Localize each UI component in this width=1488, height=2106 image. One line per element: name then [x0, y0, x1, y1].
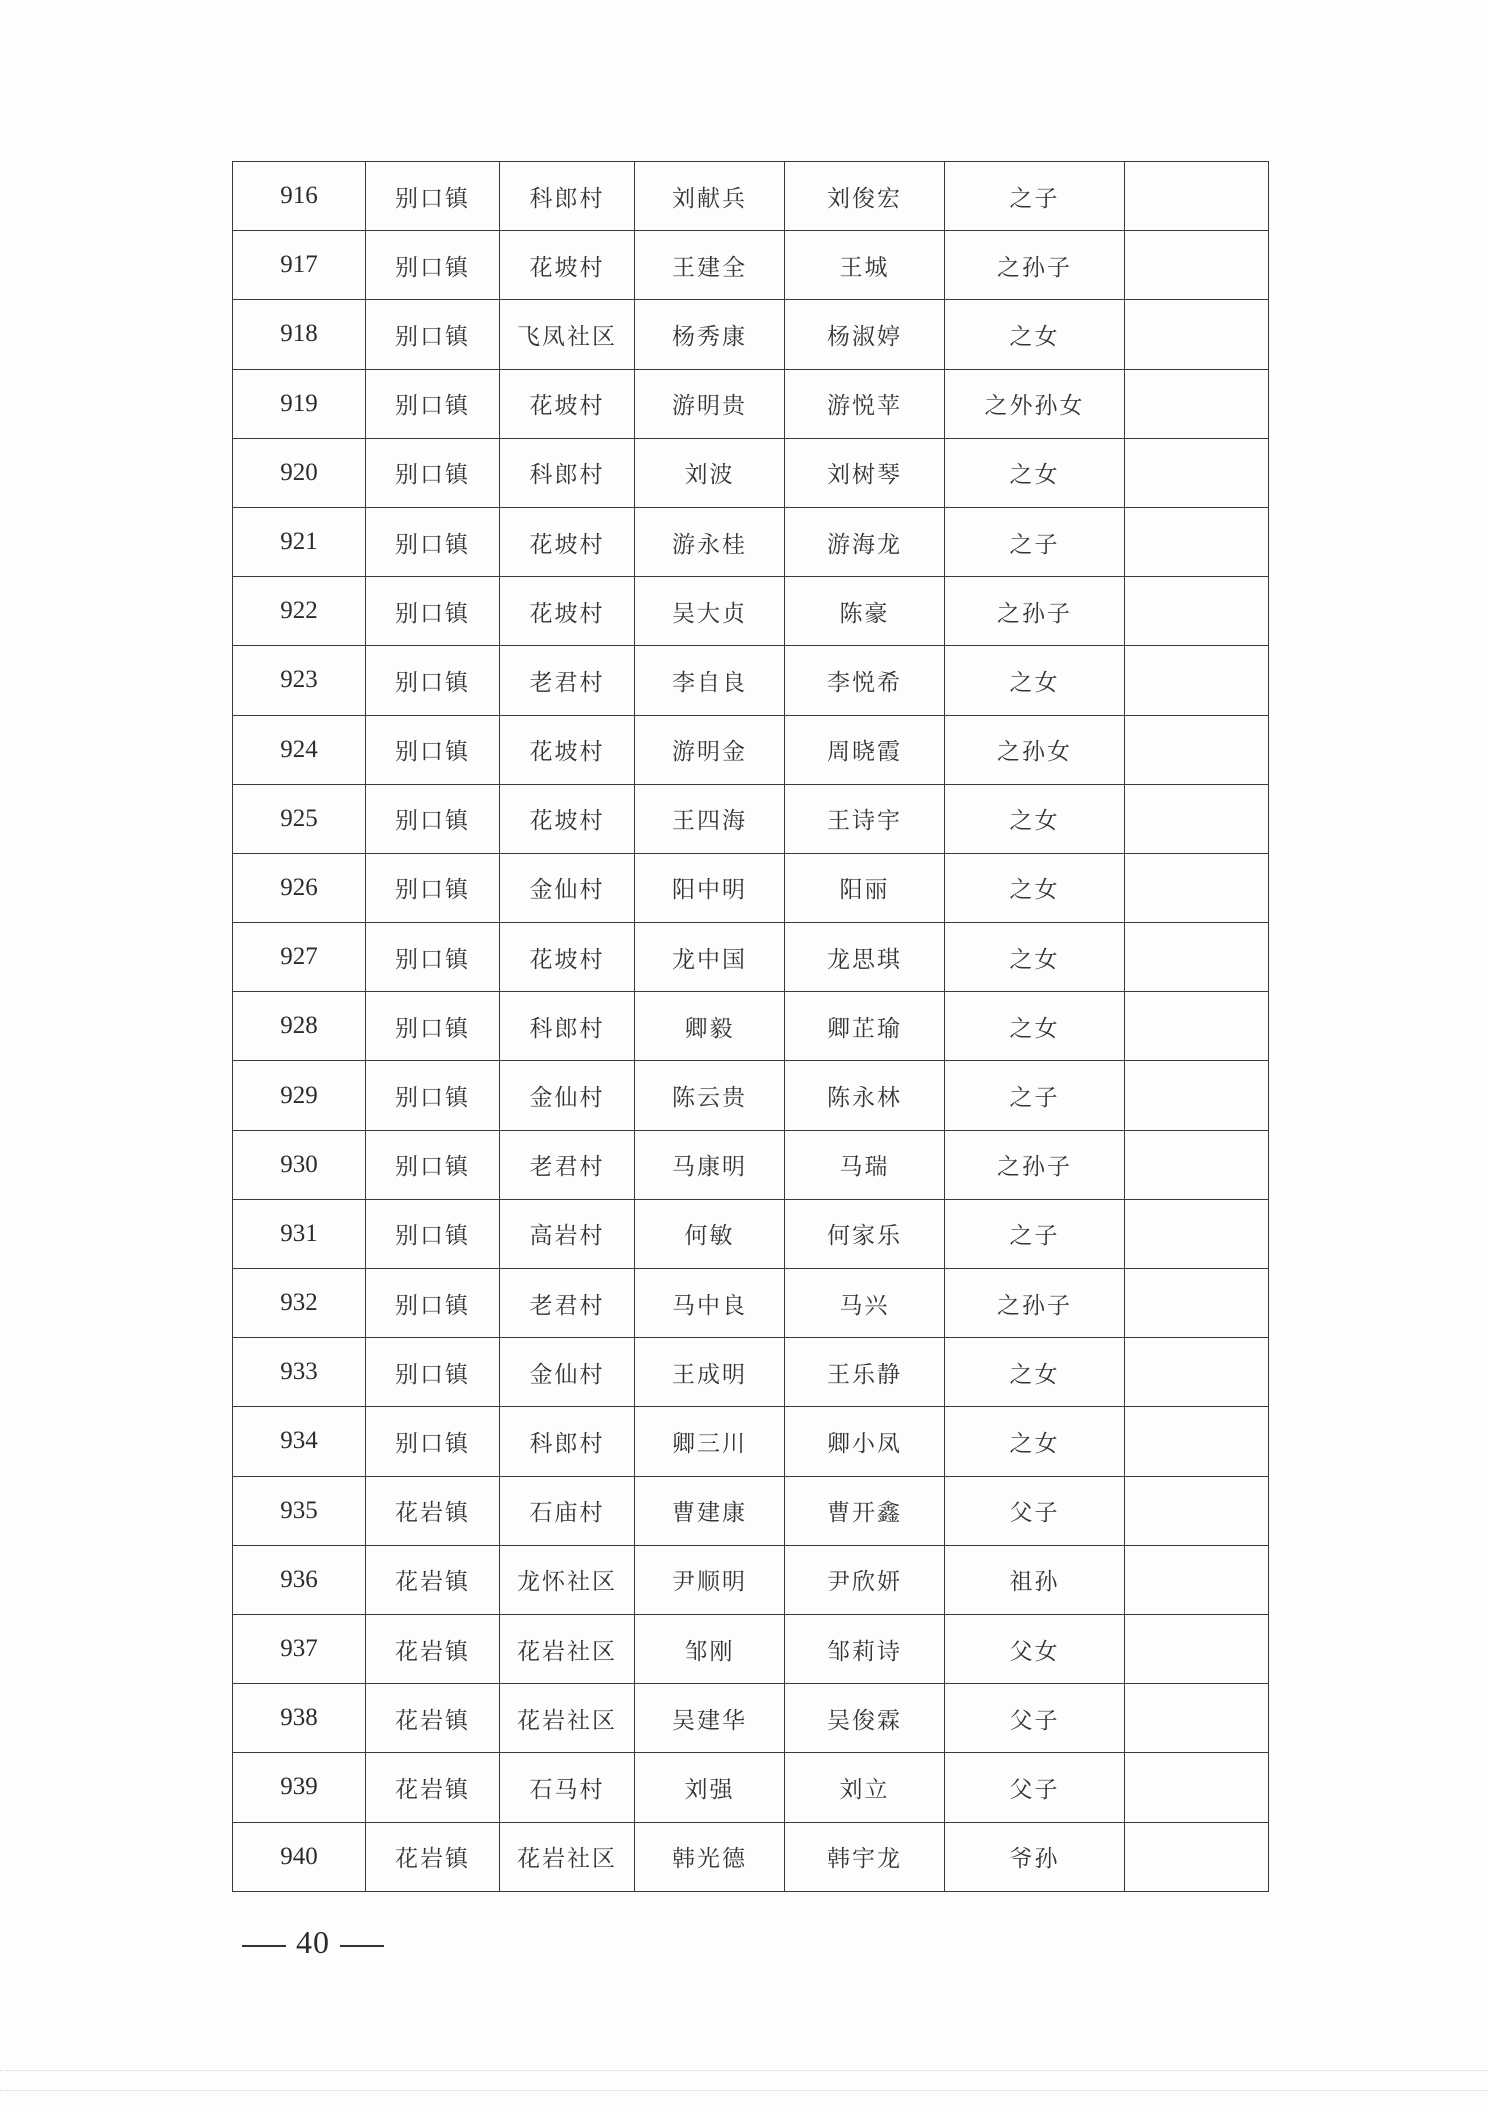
- roster-body: [233, 162, 1269, 1892]
- applicant-name-cell: 王四海: [635, 784, 785, 853]
- applicant-name-cell: 游永桂: [635, 507, 785, 576]
- serial-number-cell: 935: [233, 1476, 366, 1545]
- applicant-name-cell: 杨秀康: [635, 300, 785, 369]
- serial-number-cell: 917: [233, 231, 366, 300]
- relation-cell: 父子: [945, 1684, 1125, 1753]
- note-cell: [1125, 577, 1269, 646]
- relation-cell: 之子: [945, 1199, 1125, 1268]
- town-cell: 花岩镇: [366, 1545, 500, 1614]
- note-cell: [1125, 369, 1269, 438]
- relation-cell: 父女: [945, 1614, 1125, 1683]
- member-name-cell: 王乐静: [785, 1338, 945, 1407]
- member-name-cell: 陈豪: [785, 577, 945, 646]
- serial-number-cell: 925: [233, 784, 366, 853]
- member-name-cell: 吴俊霖: [785, 1684, 945, 1753]
- member-name-cell: 王诗宇: [785, 784, 945, 853]
- serial-number-cell: 919: [233, 369, 366, 438]
- serial-number-cell: 926: [233, 853, 366, 922]
- relation-cell: 之子: [945, 1061, 1125, 1130]
- relation-cell: 之外孙女: [945, 369, 1125, 438]
- town-cell: 别口镇: [366, 1199, 500, 1268]
- member-name-cell: 陈永林: [785, 1061, 945, 1130]
- village-cell: 花坡村: [500, 577, 635, 646]
- applicant-name-cell: 刘献兵: [635, 162, 785, 231]
- member-name-cell: 刘俊宏: [785, 162, 945, 231]
- member-name-cell: 韩宇龙: [785, 1822, 945, 1891]
- town-cell: 别口镇: [366, 1338, 500, 1407]
- table-row: [233, 162, 1269, 231]
- table-row: [233, 1614, 1269, 1683]
- table-row: [233, 1684, 1269, 1753]
- note-cell: [1125, 1269, 1269, 1338]
- table-row: [233, 300, 1269, 369]
- applicant-name-cell: 韩光德: [635, 1822, 785, 1891]
- town-cell: 别口镇: [366, 369, 500, 438]
- note-cell: [1125, 784, 1269, 853]
- member-name-cell: 卿小凤: [785, 1407, 945, 1476]
- village-cell: 花坡村: [500, 784, 635, 853]
- footer-right-dash: [340, 1945, 384, 1947]
- table-row: [233, 1199, 1269, 1268]
- member-name-cell: 龙思琪: [785, 923, 945, 992]
- table-row: [233, 1545, 1269, 1614]
- note-cell: [1125, 1130, 1269, 1199]
- page-number: 40: [296, 1924, 330, 1960]
- page-footer: [232, 1924, 394, 1961]
- applicant-name-cell: 刘波: [635, 438, 785, 507]
- table-row: [233, 1822, 1269, 1891]
- table-row: [233, 784, 1269, 853]
- member-name-cell: 李悦希: [785, 646, 945, 715]
- applicant-name-cell: 马康明: [635, 1130, 785, 1199]
- town-cell: 花岩镇: [366, 1753, 500, 1822]
- note-cell: [1125, 1407, 1269, 1476]
- member-name-cell: 刘树琴: [785, 438, 945, 507]
- serial-number-cell: 931: [233, 1199, 366, 1268]
- scan-edge-line: [0, 2090, 1488, 2091]
- table-row: [233, 438, 1269, 507]
- note-cell: [1125, 1476, 1269, 1545]
- applicant-name-cell: 刘强: [635, 1753, 785, 1822]
- town-cell: 别口镇: [366, 231, 500, 300]
- applicant-name-cell: 李自良: [635, 646, 785, 715]
- member-name-cell: 邹莉诗: [785, 1614, 945, 1683]
- table-row: [233, 853, 1269, 922]
- serial-number-cell: 937: [233, 1614, 366, 1683]
- relation-cell: 之女: [945, 646, 1125, 715]
- relation-cell: 爷孙: [945, 1822, 1125, 1891]
- note-cell: [1125, 1199, 1269, 1268]
- village-cell: 花岩社区: [500, 1684, 635, 1753]
- note-cell: [1125, 853, 1269, 922]
- relation-cell: 之女: [945, 1407, 1125, 1476]
- applicant-name-cell: 尹顺明: [635, 1545, 785, 1614]
- table-row: [233, 1130, 1269, 1199]
- note-cell: [1125, 1684, 1269, 1753]
- member-name-cell: 阳丽: [785, 853, 945, 922]
- village-cell: 花坡村: [500, 231, 635, 300]
- relation-cell: 父子: [945, 1476, 1125, 1545]
- note-cell: [1125, 1545, 1269, 1614]
- relation-cell: 之女: [945, 784, 1125, 853]
- footer-left-dash: [242, 1945, 286, 1947]
- village-cell: 金仙村: [500, 1338, 635, 1407]
- applicant-name-cell: 马中良: [635, 1269, 785, 1338]
- member-name-cell: 杨淑婷: [785, 300, 945, 369]
- note-cell: [1125, 507, 1269, 576]
- town-cell: 别口镇: [366, 438, 500, 507]
- village-cell: 花坡村: [500, 715, 635, 784]
- applicant-name-cell: 吴建华: [635, 1684, 785, 1753]
- applicant-name-cell: 游明金: [635, 715, 785, 784]
- table-row: [233, 577, 1269, 646]
- applicant-name-cell: 王成明: [635, 1338, 785, 1407]
- serial-number-cell: 916: [233, 162, 366, 231]
- relation-cell: 之女: [945, 438, 1125, 507]
- table-row: [233, 1338, 1269, 1407]
- village-cell: 高岩村: [500, 1199, 635, 1268]
- serial-number-cell: 929: [233, 1061, 366, 1130]
- applicant-name-cell: 何敏: [635, 1199, 785, 1268]
- serial-number-cell: 922: [233, 577, 366, 646]
- applicant-name-cell: 阳中明: [635, 853, 785, 922]
- serial-number-cell: 924: [233, 715, 366, 784]
- town-cell: 别口镇: [366, 715, 500, 784]
- town-cell: 别口镇: [366, 162, 500, 231]
- note-cell: [1125, 992, 1269, 1061]
- table-row: [233, 1407, 1269, 1476]
- roster-table: [232, 161, 1269, 1892]
- serial-number-cell: 938: [233, 1684, 366, 1753]
- note-cell: [1125, 231, 1269, 300]
- serial-number-cell: 936: [233, 1545, 366, 1614]
- village-cell: 科郎村: [500, 992, 635, 1061]
- table-row: [233, 507, 1269, 576]
- member-name-cell: 马瑞: [785, 1130, 945, 1199]
- relation-cell: 之女: [945, 923, 1125, 992]
- town-cell: 别口镇: [366, 646, 500, 715]
- serial-number-cell: 930: [233, 1130, 366, 1199]
- applicant-name-cell: 吴大贞: [635, 577, 785, 646]
- village-cell: 花岩社区: [500, 1614, 635, 1683]
- relation-cell: 之孙女: [945, 715, 1125, 784]
- note-cell: [1125, 1753, 1269, 1822]
- note-cell: [1125, 438, 1269, 507]
- village-cell: 科郎村: [500, 162, 635, 231]
- village-cell: 龙怀社区: [500, 1545, 635, 1614]
- applicant-name-cell: 王建全: [635, 231, 785, 300]
- serial-number-cell: 918: [233, 300, 366, 369]
- table-row: [233, 1753, 1269, 1822]
- village-cell: 老君村: [500, 1130, 635, 1199]
- town-cell: 别口镇: [366, 923, 500, 992]
- serial-number-cell: 933: [233, 1338, 366, 1407]
- relation-cell: 之孙子: [945, 1269, 1125, 1338]
- applicant-name-cell: 游明贵: [635, 369, 785, 438]
- applicant-name-cell: 卿三川: [635, 1407, 785, 1476]
- table-row: [233, 1061, 1269, 1130]
- village-cell: 老君村: [500, 1269, 635, 1338]
- relation-cell: 之女: [945, 1338, 1125, 1407]
- village-cell: 石庙村: [500, 1476, 635, 1545]
- member-name-cell: 游悦苹: [785, 369, 945, 438]
- village-cell: 花坡村: [500, 507, 635, 576]
- applicant-name-cell: 陈云贵: [635, 1061, 785, 1130]
- serial-number-cell: 932: [233, 1269, 366, 1338]
- village-cell: 金仙村: [500, 1061, 635, 1130]
- town-cell: 别口镇: [366, 992, 500, 1061]
- table-row: [233, 231, 1269, 300]
- village-cell: 金仙村: [500, 853, 635, 922]
- member-name-cell: 何家乐: [785, 1199, 945, 1268]
- relation-cell: 之女: [945, 300, 1125, 369]
- town-cell: 别口镇: [366, 577, 500, 646]
- applicant-name-cell: 卿毅: [635, 992, 785, 1061]
- note-cell: [1125, 162, 1269, 231]
- relation-cell: 父子: [945, 1753, 1125, 1822]
- town-cell: 花岩镇: [366, 1614, 500, 1683]
- note-cell: [1125, 1614, 1269, 1683]
- table-row: [233, 646, 1269, 715]
- village-cell: 科郎村: [500, 438, 635, 507]
- table-row: [233, 992, 1269, 1061]
- village-cell: 飞凤社区: [500, 300, 635, 369]
- village-cell: 老君村: [500, 646, 635, 715]
- note-cell: [1125, 715, 1269, 784]
- member-name-cell: 刘立: [785, 1753, 945, 1822]
- relation-cell: 之孙子: [945, 577, 1125, 646]
- table-row: [233, 923, 1269, 992]
- serial-number-cell: 920: [233, 438, 366, 507]
- village-cell: 花坡村: [500, 369, 635, 438]
- note-cell: [1125, 923, 1269, 992]
- member-name-cell: 游海龙: [785, 507, 945, 576]
- town-cell: 花岩镇: [366, 1822, 500, 1891]
- serial-number-cell: 934: [233, 1407, 366, 1476]
- town-cell: 花岩镇: [366, 1684, 500, 1753]
- note-cell: [1125, 646, 1269, 715]
- village-cell: 花坡村: [500, 923, 635, 992]
- town-cell: 别口镇: [366, 1061, 500, 1130]
- applicant-name-cell: 龙中国: [635, 923, 785, 992]
- note-cell: [1125, 1822, 1269, 1891]
- scan-edge-line: [0, 2070, 1488, 2071]
- town-cell: 别口镇: [366, 300, 500, 369]
- note-cell: [1125, 1061, 1269, 1130]
- relation-cell: 之子: [945, 162, 1125, 231]
- serial-number-cell: 939: [233, 1753, 366, 1822]
- member-name-cell: 尹欣妍: [785, 1545, 945, 1614]
- village-cell: 花岩社区: [500, 1822, 635, 1891]
- relation-cell: 之孙子: [945, 1130, 1125, 1199]
- serial-number-cell: 921: [233, 507, 366, 576]
- applicant-name-cell: 邹刚: [635, 1614, 785, 1683]
- town-cell: 别口镇: [366, 1130, 500, 1199]
- relation-cell: 之女: [945, 853, 1125, 922]
- relation-cell: 之子: [945, 507, 1125, 576]
- town-cell: 花岩镇: [366, 1476, 500, 1545]
- table-row: [233, 1476, 1269, 1545]
- table-row: [233, 715, 1269, 784]
- note-cell: [1125, 1338, 1269, 1407]
- town-cell: 别口镇: [366, 784, 500, 853]
- note-cell: [1125, 300, 1269, 369]
- relation-cell: 之女: [945, 992, 1125, 1061]
- serial-number-cell: 940: [233, 1822, 366, 1891]
- table-row: [233, 1269, 1269, 1338]
- relation-cell: 祖孙: [945, 1545, 1125, 1614]
- applicant-name-cell: 曹建康: [635, 1476, 785, 1545]
- village-cell: 科郎村: [500, 1407, 635, 1476]
- town-cell: 别口镇: [366, 853, 500, 922]
- serial-number-cell: 927: [233, 923, 366, 992]
- relation-cell: 之孙子: [945, 231, 1125, 300]
- town-cell: 别口镇: [366, 1407, 500, 1476]
- member-name-cell: 卿芷瑜: [785, 992, 945, 1061]
- member-name-cell: 王城: [785, 231, 945, 300]
- town-cell: 别口镇: [366, 507, 500, 576]
- serial-number-cell: 923: [233, 646, 366, 715]
- member-name-cell: 马兴: [785, 1269, 945, 1338]
- serial-number-cell: 928: [233, 992, 366, 1061]
- town-cell: 别口镇: [366, 1269, 500, 1338]
- village-cell: 石马村: [500, 1753, 635, 1822]
- table-row: [233, 369, 1269, 438]
- member-name-cell: 曹开鑫: [785, 1476, 945, 1545]
- member-name-cell: 周晓霞: [785, 715, 945, 784]
